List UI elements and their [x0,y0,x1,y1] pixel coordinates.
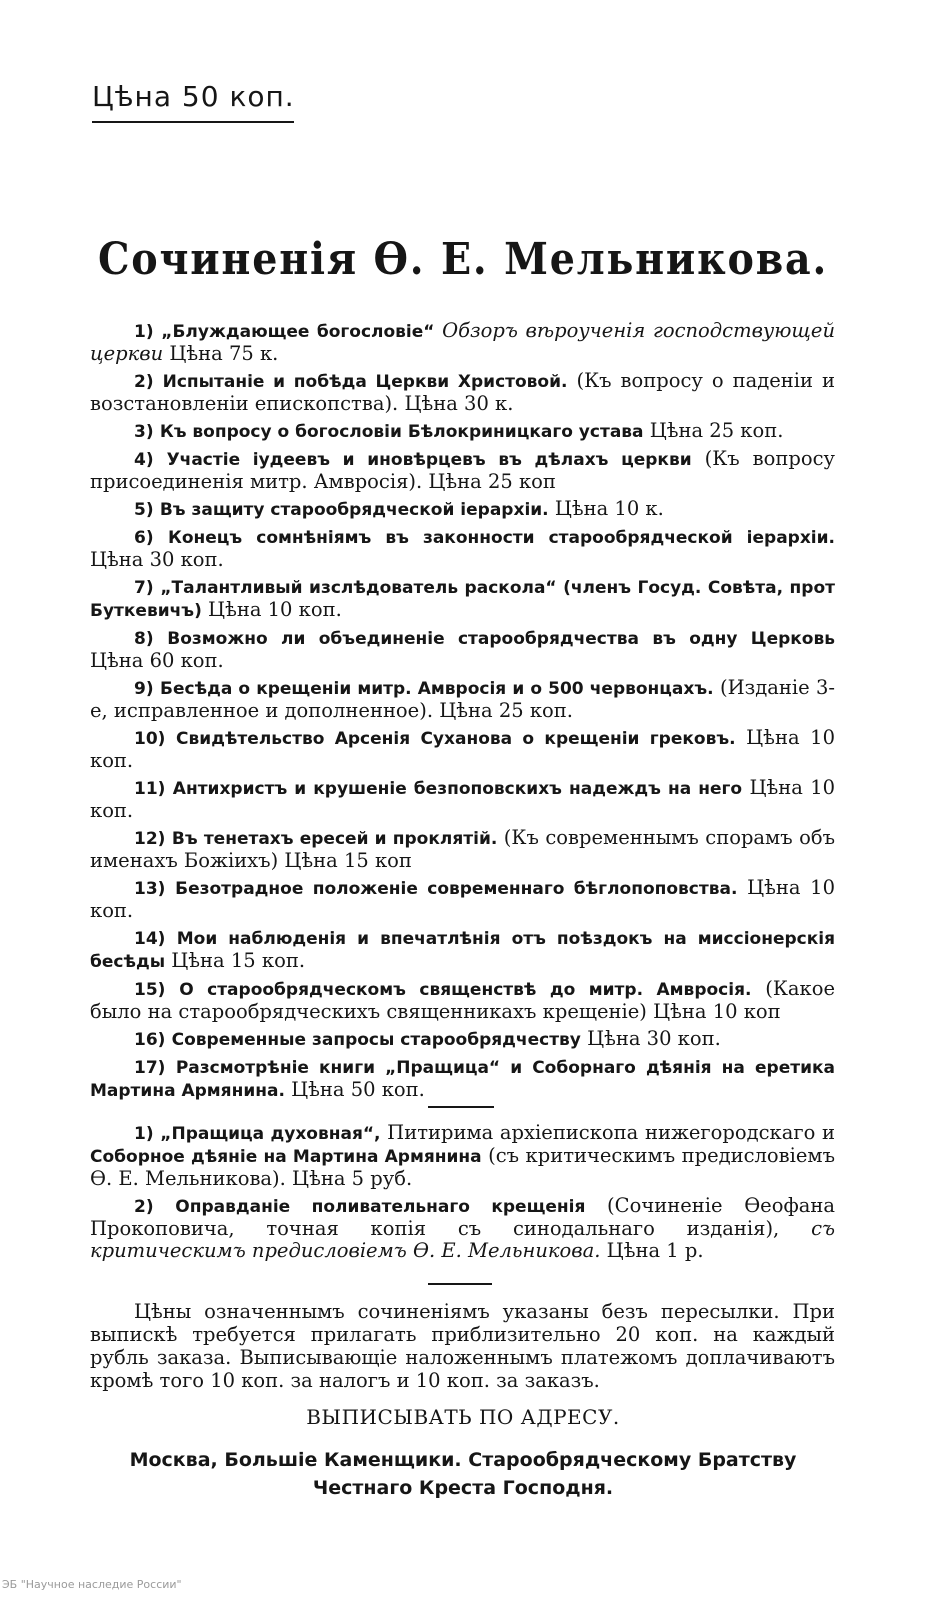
separator-dash [428,1106,494,1108]
shipping-note: Цѣны означеннымъ сочиненіямъ указаны безъ пересылки. При выпискѣ требуется прилагать приблизительно 20 коп. на каждый рубль заказа. Выписывающіе наложеннымъ платежомъ доплачиваютъ кромѣ того 10 коп. за налогъ и 10 коп. за заказъ. [90,1300,835,1392]
work-item: 17) Разсмотрѣніе книги „Пращица“ и Соборнаго дѣянія на еретика Мартина Армянина. Цѣна 50 коп. [90,1058,836,1101]
work-item: 1) „Блуждающее богословіе“ Обзоръ вѣроученія господствующей церкви Цѣна 75 к. [90,319,836,365]
editions-list [90,1122,835,1267]
works-list [90,320,835,1107]
address-heading: ВЫПИСЫВАТЬ ПО АДРЕСУ. [306,1405,620,1429]
work-item: 12) Въ тенетахъ ересей и проклятій. (Къ современнымъ спорамъ объ именахъ Божіихъ) Цѣна 15 коп [90,826,835,872]
work-item: 11) Антихристъ и крушеніе безпоповскихъ надеждъ на него Цѣна 10 коп. [90,776,836,822]
work-item: 4) Участіе іудеевъ и иновѣрцевъ въ дѣлахъ церкви (Къ вопросу присоединенія митр. Амвросія). Цѣна 25 коп [90,447,835,493]
work-item: 3) Къ вопросу о богословіи Бѣлокриницкаго устава Цѣна 25 коп. [134,419,784,442]
work-item: 9) Бесѣда о крещеніи митр. Амвросія и о 500 червонцахъ. (Изданіе 3-е, исправленное и дополненное). Цѣна 25 коп. [90,676,836,722]
edition-item: 1) „Пращица духовная“, Питирима архіепископа нижегородскаго и Соборное дѣяніе на Мартина Армянина (съ критическимъ предисловіемъ Ѳ. Е. Мельникова). Цѣна 5 руб. [90,1121,835,1190]
library-watermark: ЭБ "Научное наследие России" [2,1578,182,1591]
work-item: 10) Свидѣтельство Арсенія Суханова о крещеніи грековъ. Цѣна 10 коп. [90,726,835,772]
price-underline [92,121,294,123]
work-item: 6) Конецъ сомнѣніямъ въ законности старообрядческой іерархіи. Цѣна 30 коп. [90,528,835,571]
edition-item: 2) Оправданіе поливательнаго крещенія (Сочиненіе Ѳеофана Прокоповича, точная копія съ синодальнаго изданія), съ критическимъ предисловіемъ Ѳ. Е. Мельникова. Цѣна 1 р. [90,1194,835,1262]
work-item: 14) Мои наблюденія и впечатлѣнія отъ поѣздокъ на миссіонерскія бесѣды Цѣна 15 коп. [90,929,835,972]
work-item: 15) О старообрядческомъ священствѣ до митр. Амвросія. (Какое было на старообрядческихъ священникахъ крещеніе) Цѣна 10 коп [90,977,835,1023]
separator-rule [428,1283,492,1285]
work-item: 13) Безотрадное положеніе современнаго бѣглопоповства. Цѣна 10 коп. [90,876,835,922]
page-title: Сочиненія Ѳ. Е. Мельникова. [97,234,829,285]
work-item: 2) Испытаніе и побѣда Церкви Христовой. (Къ вопросу о паденіи и возстановленіи епископства). Цѣна 30 к. [90,369,835,415]
price-header: Цѣна 50 коп. [92,80,295,113]
work-item: 8) Возможно ли объединеніе старообрядчества въ одну Церковь Цѣна 60 коп. [90,629,835,672]
work-item: 16) Современные запросы старообрядчеству Цѣна 30 коп. [134,1027,721,1050]
address: Москва, Большіе Каменщики. Старообрядческому Братству Честнаго Креста Господня. [129,1449,797,1499]
work-item: 7) „Талантливый изслѣдователь раскола“ (членъ Госуд. Совѣта, прот Буткевичъ) Цѣна 10 коп. [90,578,835,621]
work-item: 5) Въ защиту старообрядческой іерархіи. Цѣна 10 к. [134,497,664,520]
